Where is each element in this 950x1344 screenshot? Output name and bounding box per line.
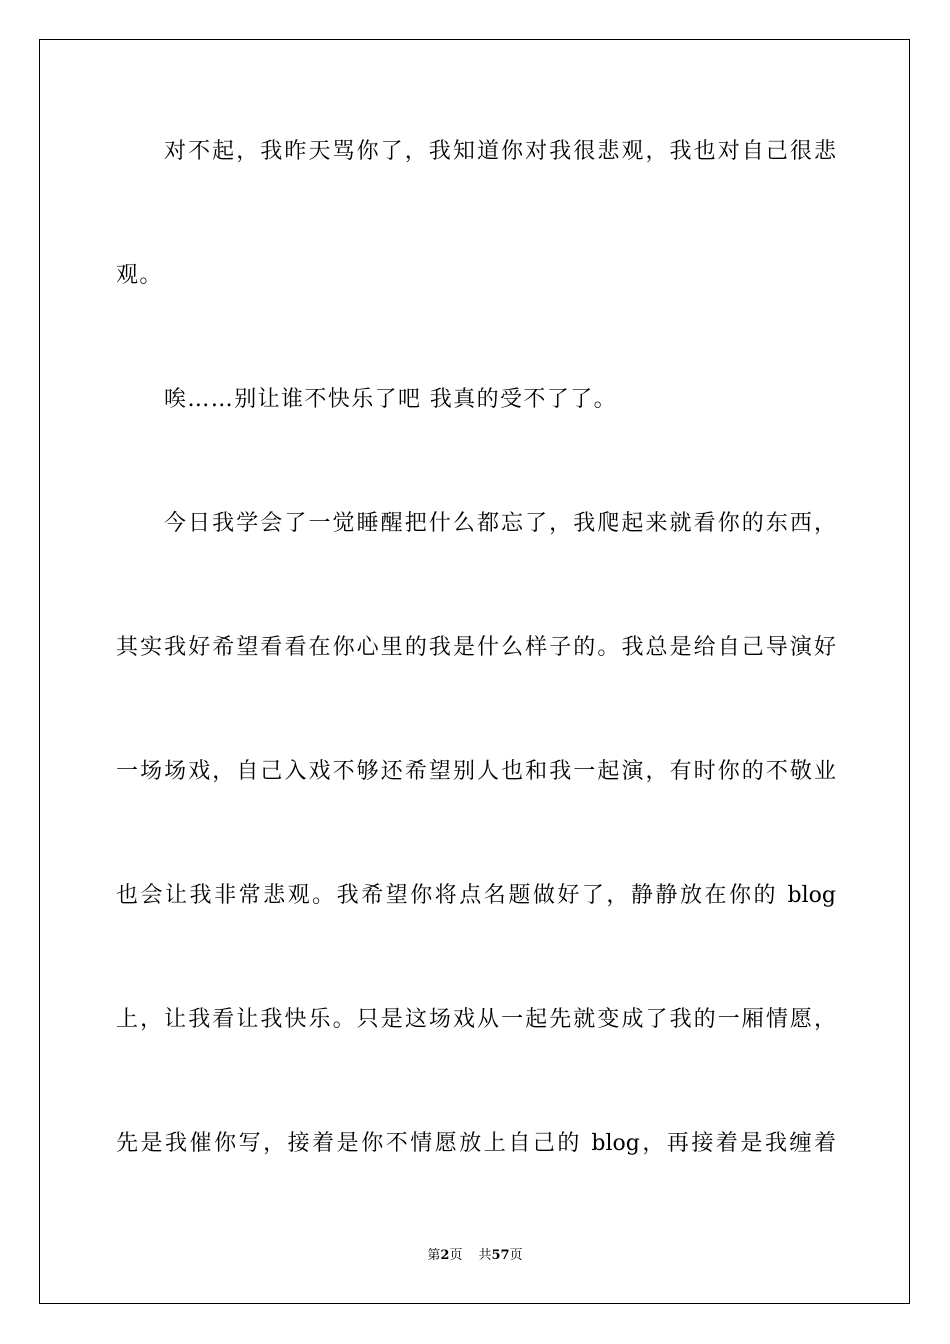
paragraph-line: 观。 [116, 263, 163, 288]
paragraph-line: 对不起，我昨天骂你了，我知道你对我很悲观，我也对自己很悲 [164, 139, 836, 164]
current-page-number: 2 [440, 1248, 450, 1263]
paragraph-line: 今日我学会了一觉睡醒把什么都忘了，我爬起来就看你的东西， [164, 511, 836, 536]
page-border [39, 39, 910, 1304]
page-prefix: 第 [427, 1248, 441, 1263]
paragraph-line: 其实我好希望看看在你心里的我是什么样子的。我总是给自己导演好 [116, 635, 836, 660]
paragraph-line: 也会让我非常悲观。我希望你将点名题做好了，静静放在你的 blog [116, 883, 836, 908]
paragraph-line: 一场场戏，自己入戏不够还希望别人也和我一起演，有时你的不敬业 [116, 759, 836, 784]
paragraph-line: 上，让我看让我快乐。只是这场戏从一起先就变成了我的一厢情愿， [116, 1007, 836, 1032]
total-prefix: 共 [478, 1248, 492, 1263]
total-pages-number: 57 [491, 1248, 510, 1263]
page-suffix: 页 [449, 1248, 463, 1263]
total-suffix: 页 [509, 1248, 523, 1263]
paragraph-line: 唉……别让谁不快乐了吧 我真的受不了了。 [164, 387, 617, 412]
paragraph-line: 先是我催你写，接着是你不情愿放上自己的 blog，再接着是我缠着 [116, 1131, 836, 1156]
page-footer [0, 1247, 950, 1265]
